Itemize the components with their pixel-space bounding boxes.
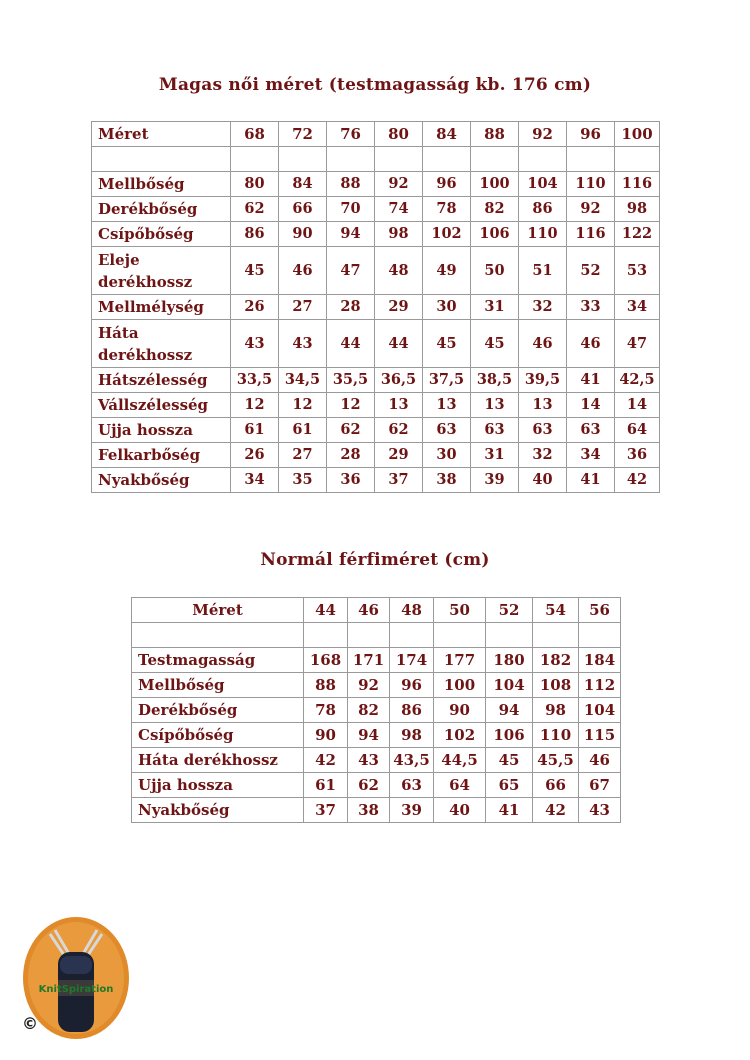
value-cell: 39 xyxy=(390,798,434,823)
value-cell: 112 xyxy=(579,673,621,698)
value-cell: 61 xyxy=(231,418,279,443)
row-label: Felkarbőség xyxy=(92,443,231,468)
value-cell: 34,5 xyxy=(279,368,327,393)
value-cell: 28 xyxy=(327,443,375,468)
value-cell: 41 xyxy=(567,368,615,393)
women-table-title: Magas női méret (testmagasság kb. 176 cm) xyxy=(158,75,592,95)
table-row xyxy=(92,172,660,197)
empty-cell xyxy=(279,147,327,172)
row-label: Csípőbőség xyxy=(132,723,304,748)
table-row xyxy=(132,748,621,773)
value-cell: 63 xyxy=(567,418,615,443)
empty-cell xyxy=(486,623,533,648)
value-cell: 26 xyxy=(231,443,279,468)
logo-image xyxy=(22,916,130,1040)
value-cell: 28 xyxy=(327,295,375,320)
table-row xyxy=(92,320,660,368)
value-cell: 110 xyxy=(519,222,567,247)
size-header-cell: 100 xyxy=(615,122,660,147)
value-cell: 116 xyxy=(615,172,660,197)
empty-cell xyxy=(327,147,375,172)
value-cell: 36 xyxy=(615,443,660,468)
value-cell: 39,5 xyxy=(519,368,567,393)
value-cell: 108 xyxy=(533,673,579,698)
size-header-cell: 50 xyxy=(434,598,486,623)
table-row xyxy=(132,773,621,798)
value-cell: 36 xyxy=(327,468,375,493)
value-cell: 84 xyxy=(279,172,327,197)
value-cell: 40 xyxy=(434,798,486,823)
row-label: Ujja hossza xyxy=(132,773,304,798)
value-cell: 184 xyxy=(579,648,621,673)
empty-cell xyxy=(375,147,423,172)
value-cell: 92 xyxy=(375,172,423,197)
value-cell: 110 xyxy=(533,723,579,748)
table-row xyxy=(132,673,621,698)
value-cell: 61 xyxy=(304,773,348,798)
value-cell: 96 xyxy=(390,673,434,698)
table-row xyxy=(132,648,621,673)
value-cell: 44 xyxy=(327,320,375,368)
value-cell: 31 xyxy=(471,295,519,320)
table-row xyxy=(132,698,621,723)
row-label: Mellmélység xyxy=(92,295,231,320)
copyright-mark: © xyxy=(22,1014,38,1033)
value-cell: 66 xyxy=(279,197,327,222)
value-cell: 32 xyxy=(519,295,567,320)
value-cell: 116 xyxy=(567,222,615,247)
value-cell: 34 xyxy=(567,443,615,468)
row-label: Hátszélesség xyxy=(92,368,231,393)
spacer-row xyxy=(132,623,621,648)
row-label: Testmagasság xyxy=(132,648,304,673)
value-cell: 42 xyxy=(615,468,660,493)
size-header-cell: 80 xyxy=(375,122,423,147)
value-cell: 37 xyxy=(304,798,348,823)
value-cell: 122 xyxy=(615,222,660,247)
value-cell: 74 xyxy=(375,197,423,222)
value-cell: 45,5 xyxy=(533,748,579,773)
size-header-cell: 68 xyxy=(231,122,279,147)
table-row xyxy=(92,418,660,443)
value-cell: 171 xyxy=(348,648,390,673)
value-cell: 29 xyxy=(375,295,423,320)
row-label: Eleje derékhossz xyxy=(92,247,231,295)
value-cell: 52 xyxy=(567,247,615,295)
value-cell: 43 xyxy=(279,320,327,368)
empty-cell xyxy=(231,147,279,172)
value-cell: 82 xyxy=(471,197,519,222)
value-cell: 70 xyxy=(327,197,375,222)
value-cell: 88 xyxy=(304,673,348,698)
spacer-row xyxy=(92,147,660,172)
value-cell: 12 xyxy=(231,393,279,418)
value-cell: 35 xyxy=(279,468,327,493)
value-cell: 63 xyxy=(471,418,519,443)
value-cell: 36,5 xyxy=(375,368,423,393)
empty-cell xyxy=(434,623,486,648)
empty-cell xyxy=(304,623,348,648)
empty-cell xyxy=(579,623,621,648)
table-row xyxy=(92,443,660,468)
value-cell: 100 xyxy=(471,172,519,197)
value-cell: 86 xyxy=(231,222,279,247)
value-cell: 174 xyxy=(390,648,434,673)
size-header-cell: 48 xyxy=(390,598,434,623)
value-cell: 104 xyxy=(486,673,533,698)
table-row xyxy=(92,222,660,247)
value-cell: 50 xyxy=(471,247,519,295)
empty-cell xyxy=(615,147,660,172)
value-cell: 106 xyxy=(471,222,519,247)
value-cell: 104 xyxy=(579,698,621,723)
value-cell: 86 xyxy=(390,698,434,723)
value-cell: 44 xyxy=(375,320,423,368)
empty-cell xyxy=(533,623,579,648)
value-cell: 45 xyxy=(471,320,519,368)
value-cell: 96 xyxy=(423,172,471,197)
table-row xyxy=(92,393,660,418)
value-cell: 46 xyxy=(279,247,327,295)
empty-cell xyxy=(519,147,567,172)
value-cell: 27 xyxy=(279,443,327,468)
row-label: Mellbőség xyxy=(92,172,231,197)
row-label: Derékbőség xyxy=(92,197,231,222)
value-cell: 13 xyxy=(375,393,423,418)
table-row xyxy=(92,247,660,295)
table-row xyxy=(92,295,660,320)
value-cell: 168 xyxy=(304,648,348,673)
value-cell: 88 xyxy=(327,172,375,197)
size-header-label: Méret xyxy=(132,598,304,623)
value-cell: 14 xyxy=(615,393,660,418)
value-cell: 63 xyxy=(519,418,567,443)
value-cell: 12 xyxy=(327,393,375,418)
value-cell: 39 xyxy=(471,468,519,493)
size-header-cell: 88 xyxy=(471,122,519,147)
value-cell: 30 xyxy=(423,443,471,468)
empty-cell xyxy=(132,623,304,648)
value-cell: 98 xyxy=(533,698,579,723)
value-cell: 90 xyxy=(304,723,348,748)
value-cell: 182 xyxy=(533,648,579,673)
value-cell: 13 xyxy=(471,393,519,418)
value-cell: 98 xyxy=(375,222,423,247)
value-cell: 62 xyxy=(327,418,375,443)
row-label: Csípőbőség xyxy=(92,222,231,247)
row-label: Háta derékhossz xyxy=(132,748,304,773)
row-label: Ujja hossza xyxy=(92,418,231,443)
value-cell: 27 xyxy=(279,295,327,320)
men-table-title: Normál férfiméret (cm) xyxy=(260,550,490,570)
value-cell: 42,5 xyxy=(615,368,660,393)
value-cell: 110 xyxy=(567,172,615,197)
table-row xyxy=(132,798,621,823)
size-header-cell: 72 xyxy=(279,122,327,147)
value-cell: 115 xyxy=(579,723,621,748)
value-cell: 38,5 xyxy=(471,368,519,393)
size-header-cell: 76 xyxy=(327,122,375,147)
value-cell: 100 xyxy=(434,673,486,698)
empty-cell xyxy=(567,147,615,172)
value-cell: 14 xyxy=(567,393,615,418)
value-cell: 13 xyxy=(519,393,567,418)
value-cell: 29 xyxy=(375,443,423,468)
value-cell: 26 xyxy=(231,295,279,320)
size-header-cell: 54 xyxy=(533,598,579,623)
value-cell: 180 xyxy=(486,648,533,673)
value-cell: 78 xyxy=(423,197,471,222)
value-cell: 104 xyxy=(519,172,567,197)
value-cell: 49 xyxy=(423,247,471,295)
value-cell: 46 xyxy=(519,320,567,368)
empty-cell xyxy=(348,623,390,648)
value-cell: 43 xyxy=(348,748,390,773)
value-cell: 94 xyxy=(327,222,375,247)
value-cell: 86 xyxy=(519,197,567,222)
men-size-table xyxy=(131,597,621,823)
value-cell: 40 xyxy=(519,468,567,493)
value-cell: 43 xyxy=(579,798,621,823)
value-cell: 31 xyxy=(471,443,519,468)
value-cell: 102 xyxy=(423,222,471,247)
empty-cell xyxy=(92,147,231,172)
value-cell: 46 xyxy=(567,320,615,368)
value-cell: 90 xyxy=(279,222,327,247)
value-cell: 38 xyxy=(348,798,390,823)
value-cell: 62 xyxy=(231,197,279,222)
value-cell: 53 xyxy=(615,247,660,295)
size-header-cell: 44 xyxy=(304,598,348,623)
size-header-cell: 84 xyxy=(423,122,471,147)
size-header-cell: 52 xyxy=(486,598,533,623)
row-label: Derékbőség xyxy=(132,698,304,723)
value-cell: 92 xyxy=(348,673,390,698)
value-cell: 45 xyxy=(423,320,471,368)
value-cell: 62 xyxy=(348,773,390,798)
table-row xyxy=(132,723,621,748)
value-cell: 38 xyxy=(423,468,471,493)
value-cell: 42 xyxy=(304,748,348,773)
value-cell: 98 xyxy=(615,197,660,222)
value-cell: 37,5 xyxy=(423,368,471,393)
row-label: Mellbőség xyxy=(132,673,304,698)
value-cell: 45 xyxy=(486,748,533,773)
value-cell: 47 xyxy=(615,320,660,368)
value-cell: 35,5 xyxy=(327,368,375,393)
value-cell: 90 xyxy=(434,698,486,723)
value-cell: 80 xyxy=(231,172,279,197)
value-cell: 43,5 xyxy=(390,748,434,773)
size-header-cell: 56 xyxy=(579,598,621,623)
value-cell: 177 xyxy=(434,648,486,673)
value-cell: 42 xyxy=(533,798,579,823)
value-cell: 51 xyxy=(519,247,567,295)
value-cell: 34 xyxy=(615,295,660,320)
value-cell: 78 xyxy=(304,698,348,723)
row-label: Nyakbőség xyxy=(132,798,304,823)
value-cell: 44,5 xyxy=(434,748,486,773)
value-cell: 67 xyxy=(579,773,621,798)
value-cell: 13 xyxy=(423,393,471,418)
value-cell: 45 xyxy=(231,247,279,295)
empty-cell xyxy=(423,147,471,172)
value-cell: 63 xyxy=(390,773,434,798)
value-cell: 62 xyxy=(375,418,423,443)
row-label: Nyakbőség xyxy=(92,468,231,493)
size-header-cell: 46 xyxy=(348,598,390,623)
women-size-table xyxy=(91,121,660,493)
logo-brand-text: KnitSpiration xyxy=(38,984,114,995)
table-row xyxy=(92,468,660,493)
value-cell: 64 xyxy=(434,773,486,798)
header-row xyxy=(132,598,621,623)
value-cell: 98 xyxy=(390,723,434,748)
value-cell: 82 xyxy=(348,698,390,723)
value-cell: 92 xyxy=(567,197,615,222)
knitspiration-logo xyxy=(22,916,130,1040)
value-cell: 106 xyxy=(486,723,533,748)
value-cell: 32 xyxy=(519,443,567,468)
value-cell: 41 xyxy=(567,468,615,493)
row-label: Vállszélesség xyxy=(92,393,231,418)
value-cell: 66 xyxy=(533,773,579,798)
size-header-cell: 96 xyxy=(567,122,615,147)
value-cell: 41 xyxy=(486,798,533,823)
value-cell: 94 xyxy=(486,698,533,723)
size-header-label: Méret xyxy=(92,122,231,147)
value-cell: 43 xyxy=(231,320,279,368)
value-cell: 47 xyxy=(327,247,375,295)
value-cell: 64 xyxy=(615,418,660,443)
table-row xyxy=(92,368,660,393)
value-cell: 63 xyxy=(423,418,471,443)
empty-cell xyxy=(471,147,519,172)
value-cell: 37 xyxy=(375,468,423,493)
value-cell: 34 xyxy=(231,468,279,493)
value-cell: 30 xyxy=(423,295,471,320)
value-cell: 94 xyxy=(348,723,390,748)
table-row xyxy=(92,197,660,222)
header-row xyxy=(92,122,660,147)
value-cell: 48 xyxy=(375,247,423,295)
value-cell: 33 xyxy=(567,295,615,320)
value-cell: 102 xyxy=(434,723,486,748)
size-header-cell: 92 xyxy=(519,122,567,147)
value-cell: 61 xyxy=(279,418,327,443)
value-cell: 46 xyxy=(579,748,621,773)
value-cell: 33,5 xyxy=(231,368,279,393)
row-label: Háta derékhossz xyxy=(92,320,231,368)
value-cell: 12 xyxy=(279,393,327,418)
value-cell: 65 xyxy=(486,773,533,798)
empty-cell xyxy=(390,623,434,648)
